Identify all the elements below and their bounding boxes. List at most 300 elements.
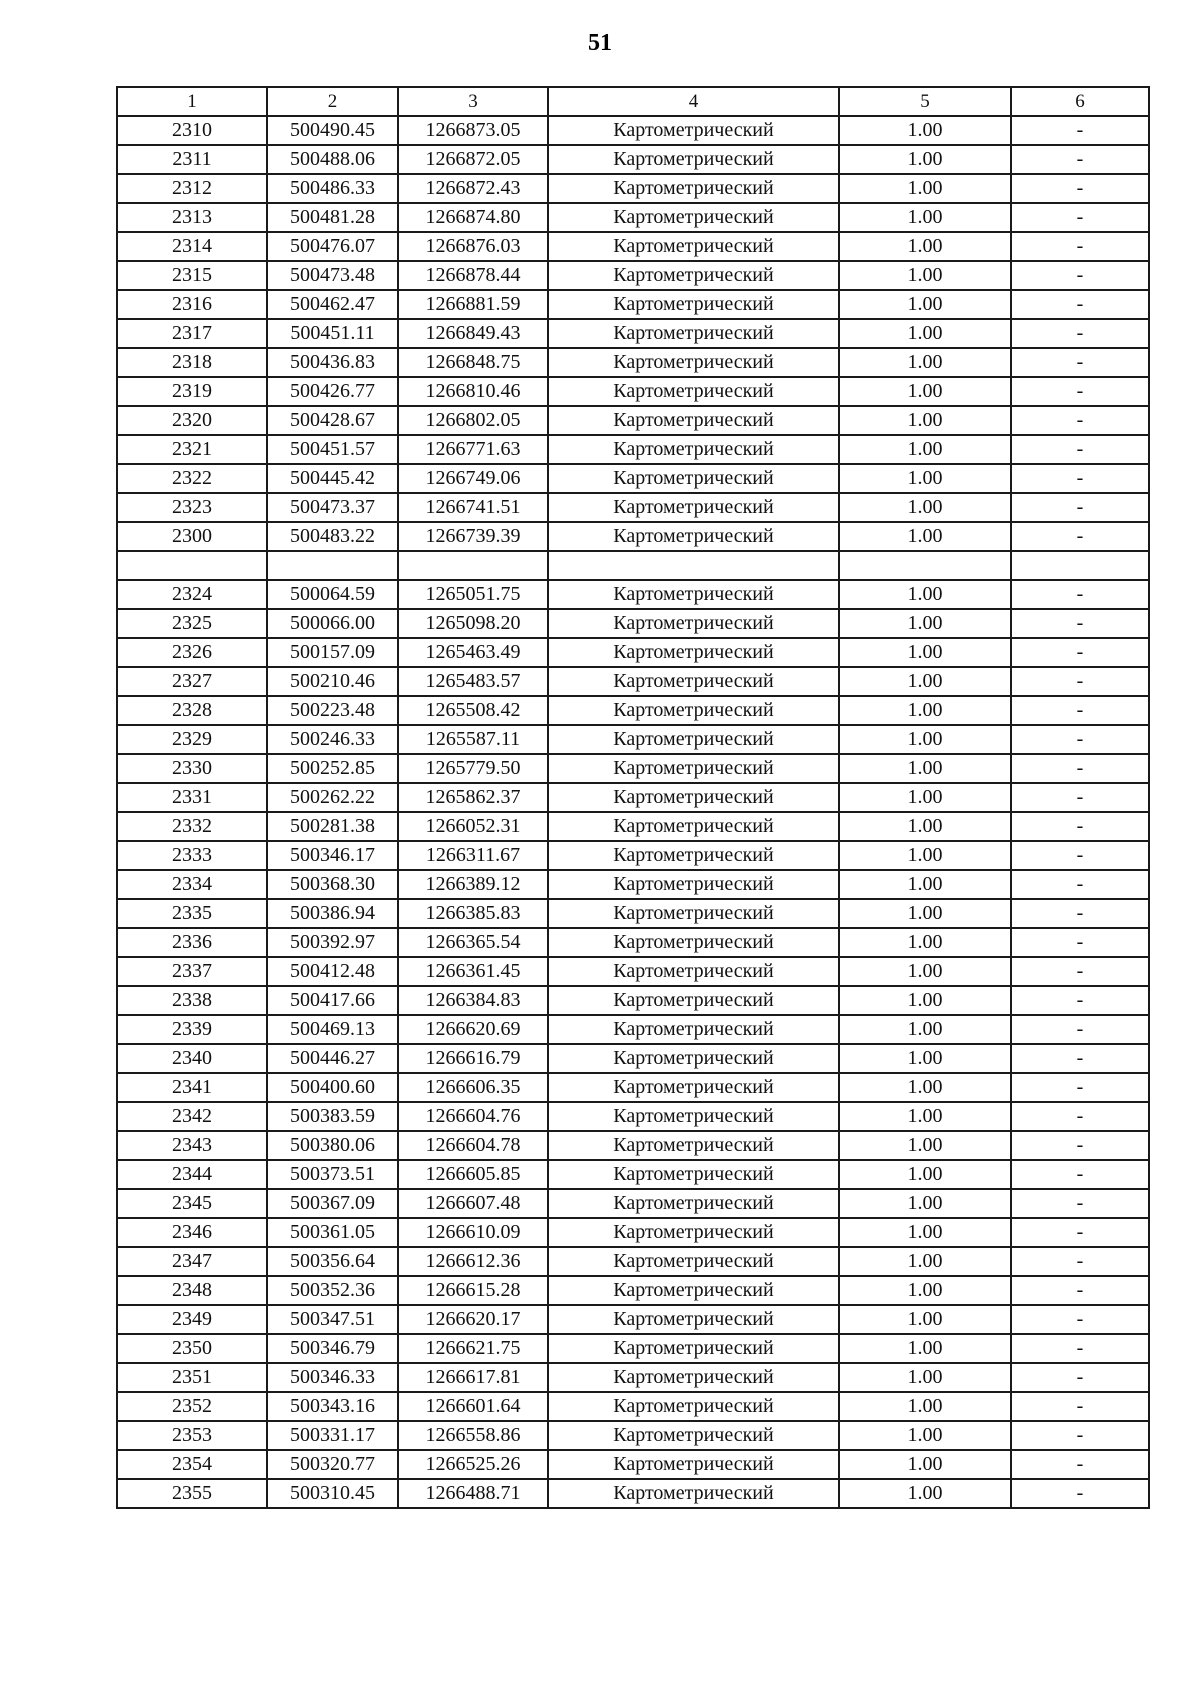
point-number-cell: 2328 <box>117 696 267 725</box>
table-row <box>117 725 1149 754</box>
table-row <box>117 812 1149 841</box>
method-cell: Картометрический <box>548 580 839 609</box>
method-cell: Картометрический <box>548 1334 839 1363</box>
accuracy-cell: 1.00 <box>839 609 1011 638</box>
method-cell: Картометрический <box>548 116 839 145</box>
accuracy-cell: 1.00 <box>839 1421 1011 1450</box>
description-cell: - <box>1011 725 1149 754</box>
x-coordinate-cell: 500252.85 <box>267 754 398 783</box>
y-coordinate-cell: 1266384.83 <box>398 986 548 1015</box>
accuracy-cell: 1.00 <box>839 377 1011 406</box>
y-coordinate-cell: 1265587.11 <box>398 725 548 754</box>
x-coordinate-cell: 500346.17 <box>267 841 398 870</box>
point-number-cell: 2343 <box>117 1131 267 1160</box>
x-coordinate-cell: 500262.22 <box>267 783 398 812</box>
y-coordinate-cell: 1266389.12 <box>398 870 548 899</box>
accuracy-cell: 1.00 <box>839 174 1011 203</box>
description-cell: - <box>1011 986 1149 1015</box>
table-row <box>117 377 1149 406</box>
point-number-cell: 2347 <box>117 1247 267 1276</box>
method-cell: Картометрический <box>548 1073 839 1102</box>
description-cell: - <box>1011 1305 1149 1334</box>
description-cell: - <box>1011 870 1149 899</box>
accuracy-cell: 1.00 <box>839 957 1011 986</box>
y-coordinate-cell: 1266873.05 <box>398 116 548 145</box>
point-number-cell: 2317 <box>117 319 267 348</box>
table-row <box>117 580 1149 609</box>
point-number-cell: 2345 <box>117 1189 267 1218</box>
description-cell: - <box>1011 1247 1149 1276</box>
description-cell: - <box>1011 1073 1149 1102</box>
y-coordinate-cell: 1266607.48 <box>398 1189 548 1218</box>
table-row <box>117 261 1149 290</box>
point-number-cell <box>117 551 267 580</box>
x-coordinate-cell: 500223.48 <box>267 696 398 725</box>
point-number-cell: 2351 <box>117 1363 267 1392</box>
accuracy-cell: 1.00 <box>839 754 1011 783</box>
table-row <box>117 928 1149 957</box>
method-cell: Картометрический <box>548 319 839 348</box>
accuracy-cell: 1.00 <box>839 1160 1011 1189</box>
table-row <box>117 899 1149 928</box>
table-row <box>117 1044 1149 1073</box>
description-cell: - <box>1011 783 1149 812</box>
method-cell: Картометрический <box>548 609 839 638</box>
x-coordinate-cell: 500481.28 <box>267 203 398 232</box>
accuracy-cell: 1.00 <box>839 1218 1011 1247</box>
y-coordinate-cell: 1266620.17 <box>398 1305 548 1334</box>
x-coordinate-cell: 500352.36 <box>267 1276 398 1305</box>
table-row <box>117 551 1149 580</box>
table-row <box>117 1131 1149 1160</box>
description-cell: - <box>1011 1479 1149 1508</box>
method-cell: Картометрический <box>548 1392 839 1421</box>
table-row <box>117 870 1149 899</box>
x-coordinate-cell: 500392.97 <box>267 928 398 957</box>
table-row <box>117 1450 1149 1479</box>
table-header-row <box>117 87 1149 116</box>
method-cell: Картометрический <box>548 812 839 841</box>
method-cell: Картометрический <box>548 841 839 870</box>
accuracy-cell: 1.00 <box>839 1479 1011 1508</box>
y-coordinate-cell: 1266052.31 <box>398 812 548 841</box>
accuracy-cell: 1.00 <box>839 261 1011 290</box>
method-cell: Картометрический <box>548 1450 839 1479</box>
point-number-cell: 2311 <box>117 145 267 174</box>
x-coordinate-cell: 500343.16 <box>267 1392 398 1421</box>
x-coordinate-cell: 500486.33 <box>267 174 398 203</box>
table-row <box>117 232 1149 261</box>
description-cell: - <box>1011 493 1149 522</box>
y-coordinate-cell: 1266488.71 <box>398 1479 548 1508</box>
description-cell: - <box>1011 1160 1149 1189</box>
y-coordinate-cell: 1266525.26 <box>398 1450 548 1479</box>
x-coordinate-cell: 500462.47 <box>267 290 398 319</box>
point-number-cell: 2314 <box>117 232 267 261</box>
table-body <box>117 116 1149 1508</box>
y-coordinate-cell: 1266620.69 <box>398 1015 548 1044</box>
x-coordinate-cell: 500451.57 <box>267 435 398 464</box>
y-coordinate-cell: 1266601.64 <box>398 1392 548 1421</box>
table-row <box>117 522 1149 551</box>
description-cell: - <box>1011 1392 1149 1421</box>
method-cell: Картометрический <box>548 261 839 290</box>
method-cell <box>548 551 839 580</box>
accuracy-cell: 1.00 <box>839 203 1011 232</box>
y-coordinate-cell: 1266872.05 <box>398 145 548 174</box>
description-cell <box>1011 551 1149 580</box>
y-coordinate-cell: 1265483.57 <box>398 667 548 696</box>
table-row <box>117 145 1149 174</box>
method-cell: Картометрический <box>548 638 839 667</box>
point-number-cell: 2316 <box>117 290 267 319</box>
point-number-cell: 2335 <box>117 899 267 928</box>
table-row <box>117 290 1149 319</box>
point-number-cell: 2340 <box>117 1044 267 1073</box>
method-cell: Картометрический <box>548 232 839 261</box>
point-number-cell: 2346 <box>117 1218 267 1247</box>
accuracy-cell: 1.00 <box>839 1334 1011 1363</box>
method-cell: Картометрический <box>548 1218 839 1247</box>
point-number-cell: 2326 <box>117 638 267 667</box>
point-number-cell: 2333 <box>117 841 267 870</box>
y-coordinate-cell: 1265862.37 <box>398 783 548 812</box>
y-coordinate-cell: 1266604.78 <box>398 1131 548 1160</box>
point-number-cell: 2327 <box>117 667 267 696</box>
method-cell: Картометрический <box>548 667 839 696</box>
table-row <box>117 1334 1149 1363</box>
method-cell: Картометрический <box>548 1421 839 1450</box>
method-cell: Картометрический <box>548 348 839 377</box>
method-cell: Картометрический <box>548 522 839 551</box>
accuracy-cell: 1.00 <box>839 406 1011 435</box>
accuracy-cell: 1.00 <box>839 1450 1011 1479</box>
table-row <box>117 957 1149 986</box>
x-coordinate-cell: 500367.09 <box>267 1189 398 1218</box>
x-coordinate-cell: 500469.13 <box>267 1015 398 1044</box>
table-row <box>117 1160 1149 1189</box>
accuracy-cell: 1.00 <box>839 290 1011 319</box>
description-cell: - <box>1011 899 1149 928</box>
method-cell: Картометрический <box>548 290 839 319</box>
table-row <box>117 174 1149 203</box>
y-coordinate-cell: 1266876.03 <box>398 232 548 261</box>
x-coordinate-cell: 500157.09 <box>267 638 398 667</box>
method-cell: Картометрический <box>548 1131 839 1160</box>
table-row <box>117 1276 1149 1305</box>
method-cell: Картометрический <box>548 145 839 174</box>
point-number-cell: 2315 <box>117 261 267 290</box>
y-coordinate-cell: 1266615.28 <box>398 1276 548 1305</box>
description-cell: - <box>1011 638 1149 667</box>
description-cell: - <box>1011 1131 1149 1160</box>
x-coordinate-cell: 500368.30 <box>267 870 398 899</box>
accuracy-cell: 1.00 <box>839 696 1011 725</box>
description-cell: - <box>1011 1421 1149 1450</box>
description-cell: - <box>1011 348 1149 377</box>
method-cell: Картометрический <box>548 1305 839 1334</box>
x-coordinate-cell: 500436.83 <box>267 348 398 377</box>
point-number-cell: 2355 <box>117 1479 267 1508</box>
accuracy-cell: 1.00 <box>839 667 1011 696</box>
accuracy-cell: 1.00 <box>839 493 1011 522</box>
x-coordinate-cell <box>267 551 398 580</box>
accuracy-cell: 1.00 <box>839 522 1011 551</box>
accuracy-cell: 1.00 <box>839 986 1011 1015</box>
y-coordinate-cell: 1265463.49 <box>398 638 548 667</box>
table-row <box>117 1363 1149 1392</box>
x-coordinate-cell: 500210.46 <box>267 667 398 696</box>
description-cell: - <box>1011 406 1149 435</box>
accuracy-cell: 1.00 <box>839 638 1011 667</box>
point-number-cell: 2342 <box>117 1102 267 1131</box>
description-cell: - <box>1011 174 1149 203</box>
x-coordinate-cell: 500483.22 <box>267 522 398 551</box>
table-row <box>117 986 1149 1015</box>
x-coordinate-cell: 500383.59 <box>267 1102 398 1131</box>
column-header: 5 <box>839 87 1011 116</box>
x-coordinate-cell: 500281.38 <box>267 812 398 841</box>
description-cell: - <box>1011 522 1149 551</box>
method-cell: Картометрический <box>548 928 839 957</box>
description-cell: - <box>1011 1044 1149 1073</box>
page-number: 51 <box>588 30 612 56</box>
x-coordinate-cell: 500246.33 <box>267 725 398 754</box>
point-number-cell: 2339 <box>117 1015 267 1044</box>
description-cell: - <box>1011 754 1149 783</box>
x-coordinate-cell: 500320.77 <box>267 1450 398 1479</box>
description-cell: - <box>1011 609 1149 638</box>
table-row <box>117 754 1149 783</box>
method-cell: Картометрический <box>548 1189 839 1218</box>
description-cell: - <box>1011 957 1149 986</box>
x-coordinate-cell: 500445.42 <box>267 464 398 493</box>
point-number-cell: 2320 <box>117 406 267 435</box>
accuracy-cell: 1.00 <box>839 435 1011 464</box>
description-cell: - <box>1011 1363 1149 1392</box>
y-coordinate-cell: 1266605.85 <box>398 1160 548 1189</box>
method-cell: Картометрический <box>548 1044 839 1073</box>
description-cell: - <box>1011 580 1149 609</box>
table-row <box>117 1305 1149 1334</box>
method-cell: Картометрический <box>548 870 839 899</box>
y-coordinate-cell: 1265098.20 <box>398 609 548 638</box>
point-number-cell: 2336 <box>117 928 267 957</box>
table-row <box>117 783 1149 812</box>
y-coordinate-cell: 1266621.75 <box>398 1334 548 1363</box>
x-coordinate-cell: 500426.77 <box>267 377 398 406</box>
y-coordinate-cell: 1266802.05 <box>398 406 548 435</box>
x-coordinate-cell: 500476.07 <box>267 232 398 261</box>
y-coordinate-cell: 1266878.44 <box>398 261 548 290</box>
table-row <box>117 406 1149 435</box>
table-row <box>117 1102 1149 1131</box>
table-row <box>117 493 1149 522</box>
x-coordinate-cell: 500347.51 <box>267 1305 398 1334</box>
point-number-cell: 2354 <box>117 1450 267 1479</box>
y-coordinate-cell: 1266741.51 <box>398 493 548 522</box>
y-coordinate-cell: 1266610.09 <box>398 1218 548 1247</box>
accuracy-cell: 1.00 <box>839 1392 1011 1421</box>
method-cell: Картометрический <box>548 1479 839 1508</box>
description-cell: - <box>1011 261 1149 290</box>
accuracy-cell: 1.00 <box>839 1305 1011 1334</box>
y-coordinate-cell: 1266872.43 <box>398 174 548 203</box>
point-number-cell: 2338 <box>117 986 267 1015</box>
x-coordinate-cell: 500490.45 <box>267 116 398 145</box>
method-cell: Картометрический <box>548 435 839 464</box>
coordinates-table <box>116 86 1150 1509</box>
method-cell: Картометрический <box>548 986 839 1015</box>
accuracy-cell: 1.00 <box>839 812 1011 841</box>
accuracy-cell: 1.00 <box>839 1131 1011 1160</box>
column-header: 6 <box>1011 87 1149 116</box>
x-coordinate-cell: 500361.05 <box>267 1218 398 1247</box>
point-number-cell: 2331 <box>117 783 267 812</box>
method-cell: Картометрический <box>548 696 839 725</box>
accuracy-cell: 1.00 <box>839 1073 1011 1102</box>
table-row <box>117 203 1149 232</box>
y-coordinate-cell: 1266810.46 <box>398 377 548 406</box>
table-row <box>117 116 1149 145</box>
x-coordinate-cell: 500380.06 <box>267 1131 398 1160</box>
table-row <box>117 638 1149 667</box>
description-cell: - <box>1011 203 1149 232</box>
description-cell: - <box>1011 1102 1149 1131</box>
method-cell: Картометрический <box>548 174 839 203</box>
x-coordinate-cell: 500428.67 <box>267 406 398 435</box>
x-coordinate-cell: 500386.94 <box>267 899 398 928</box>
accuracy-cell: 1.00 <box>839 232 1011 261</box>
method-cell: Картометрический <box>548 1247 839 1276</box>
method-cell: Картометрический <box>548 1160 839 1189</box>
table-row <box>117 348 1149 377</box>
method-cell: Картометрический <box>548 1276 839 1305</box>
column-header: 4 <box>548 87 839 116</box>
point-number-cell: 2329 <box>117 725 267 754</box>
y-coordinate-cell: 1266849.43 <box>398 319 548 348</box>
method-cell: Картометрический <box>548 1363 839 1392</box>
point-number-cell: 2323 <box>117 493 267 522</box>
x-coordinate-cell: 500373.51 <box>267 1160 398 1189</box>
method-cell: Картометрический <box>548 754 839 783</box>
point-number-cell: 2350 <box>117 1334 267 1363</box>
description-cell: - <box>1011 1189 1149 1218</box>
table-row <box>117 1421 1149 1450</box>
accuracy-cell: 1.00 <box>839 870 1011 899</box>
accuracy-cell: 1.00 <box>839 725 1011 754</box>
point-number-cell: 2337 <box>117 957 267 986</box>
description-cell: - <box>1011 1450 1149 1479</box>
x-coordinate-cell: 500400.60 <box>267 1073 398 1102</box>
accuracy-cell: 1.00 <box>839 319 1011 348</box>
point-number-cell: 2319 <box>117 377 267 406</box>
method-cell: Картометрический <box>548 1015 839 1044</box>
description-cell: - <box>1011 435 1149 464</box>
point-number-cell: 2318 <box>117 348 267 377</box>
description-cell: - <box>1011 232 1149 261</box>
y-coordinate-cell: 1266881.59 <box>398 290 548 319</box>
method-cell: Картометрический <box>548 377 839 406</box>
x-coordinate-cell: 500066.00 <box>267 609 398 638</box>
table-row <box>117 319 1149 348</box>
accuracy-cell: 1.00 <box>839 464 1011 493</box>
accuracy-cell: 1.00 <box>839 841 1011 870</box>
accuracy-cell: 1.00 <box>839 1044 1011 1073</box>
method-cell: Картометрический <box>548 464 839 493</box>
point-number-cell: 2324 <box>117 580 267 609</box>
table-row <box>117 1015 1149 1044</box>
description-cell: - <box>1011 1015 1149 1044</box>
y-coordinate-cell: 1266311.67 <box>398 841 548 870</box>
description-cell: - <box>1011 841 1149 870</box>
point-number-cell: 2341 <box>117 1073 267 1102</box>
accuracy-cell: 1.00 <box>839 1247 1011 1276</box>
table-row <box>117 1479 1149 1508</box>
description-cell: - <box>1011 812 1149 841</box>
method-cell: Картометрический <box>548 1102 839 1131</box>
table-row <box>117 435 1149 464</box>
accuracy-cell: 1.00 <box>839 1102 1011 1131</box>
point-number-cell: 2352 <box>117 1392 267 1421</box>
accuracy-cell: 1.00 <box>839 580 1011 609</box>
y-coordinate-cell: 1265779.50 <box>398 754 548 783</box>
y-coordinate-cell: 1266365.54 <box>398 928 548 957</box>
column-header: 2 <box>267 87 398 116</box>
method-cell: Картометрический <box>548 406 839 435</box>
method-cell: Картометрический <box>548 899 839 928</box>
table-row <box>117 1247 1149 1276</box>
table-row <box>117 1073 1149 1102</box>
point-number-cell: 2353 <box>117 1421 267 1450</box>
x-coordinate-cell: 500356.64 <box>267 1247 398 1276</box>
point-number-cell: 2344 <box>117 1160 267 1189</box>
point-number-cell: 2334 <box>117 870 267 899</box>
x-coordinate-cell: 500473.37 <box>267 493 398 522</box>
point-number-cell: 2313 <box>117 203 267 232</box>
description-cell: - <box>1011 1334 1149 1363</box>
x-coordinate-cell: 500346.79 <box>267 1334 398 1363</box>
y-coordinate-cell: 1266749.06 <box>398 464 548 493</box>
accuracy-cell: 1.00 <box>839 1363 1011 1392</box>
point-number-cell: 2300 <box>117 522 267 551</box>
y-coordinate-cell <box>398 551 548 580</box>
x-coordinate-cell: 500446.27 <box>267 1044 398 1073</box>
method-cell: Картометрический <box>548 493 839 522</box>
y-coordinate-cell: 1266612.36 <box>398 1247 548 1276</box>
accuracy-cell: 1.00 <box>839 145 1011 174</box>
x-coordinate-cell: 500346.33 <box>267 1363 398 1392</box>
y-coordinate-cell: 1266604.76 <box>398 1102 548 1131</box>
y-coordinate-cell: 1266558.86 <box>398 1421 548 1450</box>
x-coordinate-cell: 500473.48 <box>267 261 398 290</box>
y-coordinate-cell: 1266739.39 <box>398 522 548 551</box>
accuracy-cell: 1.00 <box>839 1189 1011 1218</box>
y-coordinate-cell: 1266361.45 <box>398 957 548 986</box>
accuracy-cell: 1.00 <box>839 928 1011 957</box>
x-coordinate-cell: 500412.48 <box>267 957 398 986</box>
point-number-cell: 2310 <box>117 116 267 145</box>
x-coordinate-cell: 500064.59 <box>267 580 398 609</box>
y-coordinate-cell: 1266771.63 <box>398 435 548 464</box>
x-coordinate-cell: 500417.66 <box>267 986 398 1015</box>
table-row <box>117 1392 1149 1421</box>
description-cell: - <box>1011 928 1149 957</box>
description-cell: - <box>1011 290 1149 319</box>
point-number-cell: 2321 <box>117 435 267 464</box>
accuracy-cell: 1.00 <box>839 348 1011 377</box>
point-number-cell: 2349 <box>117 1305 267 1334</box>
